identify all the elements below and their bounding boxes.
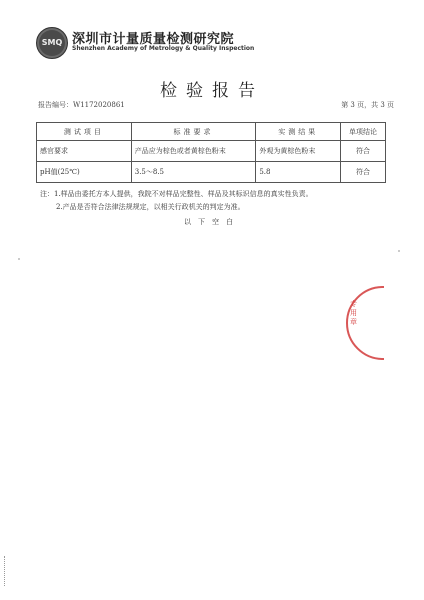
cell-conclusion: 符合 [341, 141, 386, 162]
table-header-row [37, 123, 386, 141]
scan-speck [18, 258, 20, 260]
header-requirement: 标准要求 [131, 123, 256, 141]
note-1: 注：1.样品由委托方本人提供，我院不对样品完整性、样品及其标识信息的真实性负责。 [40, 190, 313, 198]
seal-text: 专用章 [350, 300, 357, 326]
note-2: 2.产品是否符合法律法规规定，以相关行政机关的判定为准。 [56, 203, 245, 211]
scan-speck [398, 250, 400, 252]
cell-result: 5.8 [256, 162, 341, 183]
cell-item: pH值(25℃) [37, 162, 132, 183]
org-name-en: Shenzhen Academy of Metrology & Quality Inspection [72, 45, 255, 52]
header-conclusion: 单项结论 [341, 123, 386, 141]
cell-requirement: 产品应为棕色或者黄棕色粉末 [131, 141, 256, 162]
results-table [36, 122, 386, 183]
report-title: 检验报告 [160, 81, 264, 101]
table-row [37, 162, 386, 183]
page-info: 第 3 页，共 3 页 [341, 101, 394, 109]
header-result: 实测结果 [256, 123, 341, 141]
report-number: 报告编号：W1172020861 [38, 101, 125, 109]
smq-logo-icon [36, 27, 68, 59]
cell-item: 感官要求 [37, 141, 132, 162]
cell-result: 外观为黄棕色粉末 [256, 141, 341, 162]
logo-text: SMQ [41, 38, 63, 47]
end-marker: 以下空白 [184, 218, 240, 226]
cell-conclusion: 符合 [341, 162, 386, 183]
org-name-cn: 深圳市计量质量检测研究院 [72, 32, 235, 47]
margin-mark [4, 556, 8, 586]
table-row [37, 141, 386, 162]
header-test-item: 测试项目 [37, 123, 132, 141]
cell-requirement: 3.5～8.5 [131, 162, 256, 183]
